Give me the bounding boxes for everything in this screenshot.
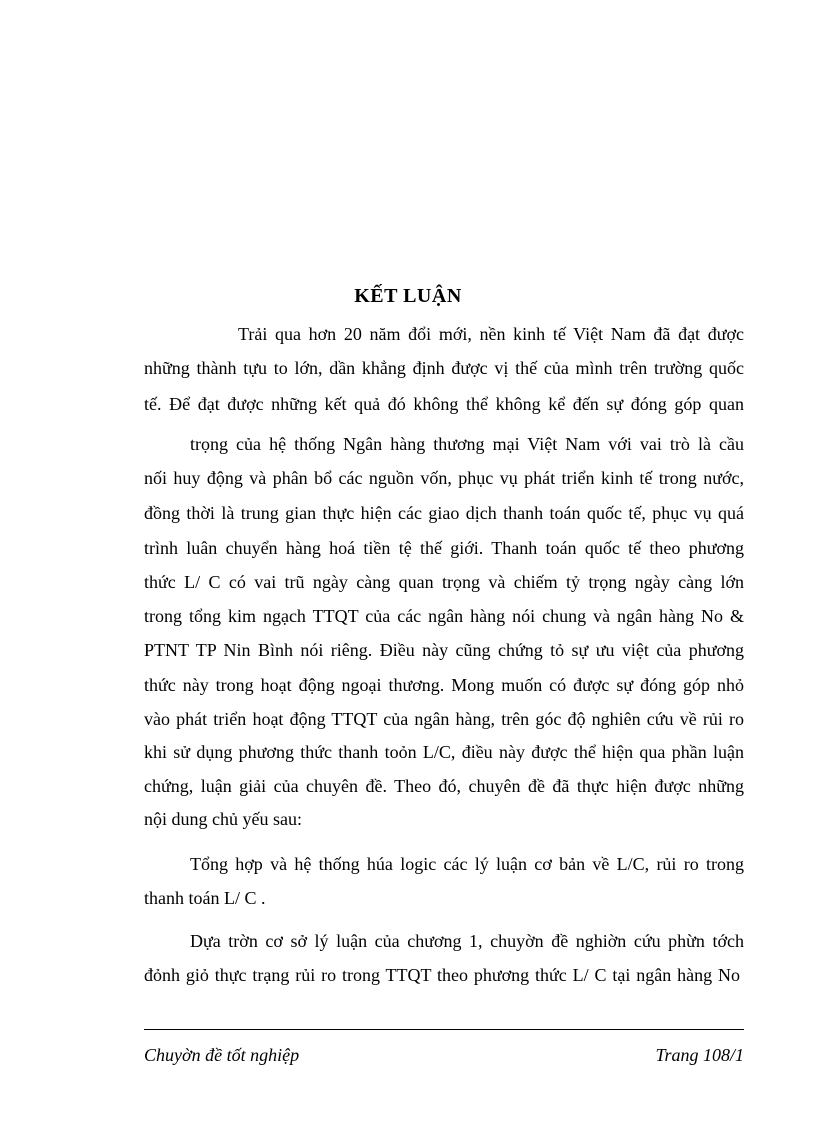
text-line: PTNT TP Nin Bình nói riêng. Điều này cũng chứng tỏ sự ưu việt của phương [144,640,744,660]
text-line: nối huy động và phân bổ các nguồn vốn, phục vụ phát triển kinh tế trong nước, [144,468,744,488]
text-line: khi sử dụng phương thức thanh toỏn L/C, điều này được thể hiện qua phần luận [144,742,744,762]
text-line: Dựa trờn cơ sở lý luận của chương 1, chuyờn đề nghiờn cứu phừn tớch [190,931,744,951]
text-line: đồng thời là trung gian thực hiện các giao dịch thanh toán quốc tế, phục vụ quá [144,503,744,523]
text-line: những thành tựu to lớn, dần khẳng định được vị thế của mình trên trường quốc [144,358,744,378]
text-line: thức này trong hoạt động ngoại thương. Mong muốn có được sự đóng góp nhỏ [144,675,744,695]
text-line: trình luân chuyển hàng hoá tiền tệ thế giới. Thanh toán quốc tế theo phương [144,538,744,558]
text-line: trong tổng kim ngạch TTQT của các ngân hàng nói chung và ngân hàng No & [144,606,744,626]
page-title: KẾT LUẬN [354,285,462,307]
text-line: thanh toán L/ C . [144,888,266,908]
text-line: trọng của hệ thống Ngân hàng thương mại Việt Nam với vai trò là cầu [190,434,744,454]
footer-divider [144,1029,744,1030]
text-line: nội dung chủ yếu sau: [144,809,302,829]
text-line: Trải qua hơn 20 năm đổi mới, nền kinh tế Việt Nam đã đạt được [238,324,744,344]
page-number: Trang 108/1 [655,1045,744,1065]
text-line: đỏnh giỏ thực trạng rủi ro trong TTQT theo phương thức L/ C tại ngân hàng No [144,965,740,985]
text-line: Tổng hợp và hệ thống húa logic các lý luận cơ bản về L/C, rủi ro trong [190,854,744,874]
text-line: chứng, luận giải của chuyên đề. Theo đó, chuyên đề đã thực hiện được những [144,776,744,796]
text-line: tế. Để đạt được những kết quả đó không thể không kể đến sự đóng góp quan [144,394,744,414]
text-line: vào phát triển hoạt động TTQT của ngân hàng, trên góc độ nghiên cứu về rủi ro [144,709,744,729]
footer-label: Chuyờn đề tốt nghiệp [144,1045,300,1065]
text-line: thức L/ C có vai trũ ngày càng quan trọng và chiếm tỷ trọng ngày càng lớn [144,572,744,592]
